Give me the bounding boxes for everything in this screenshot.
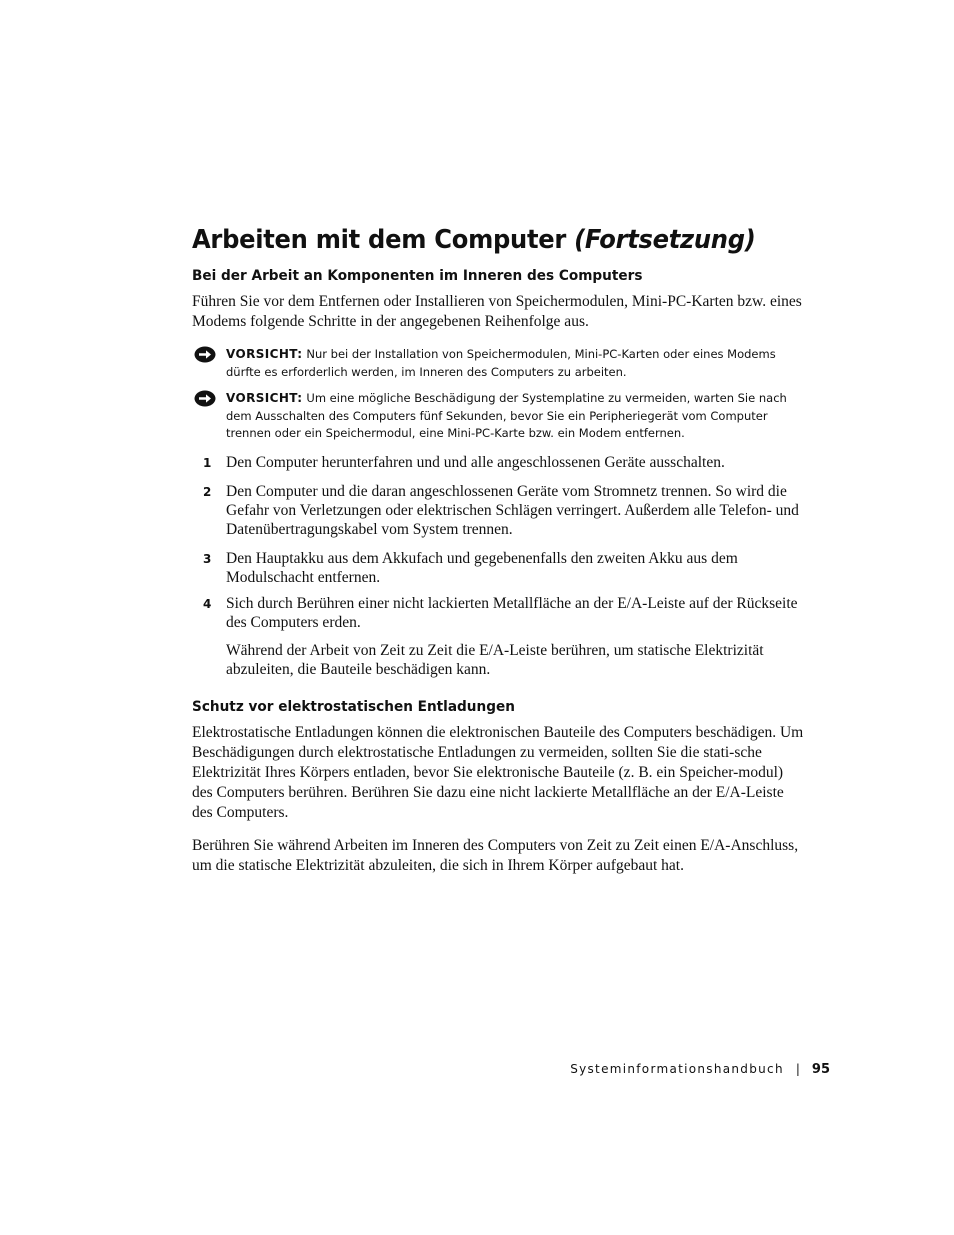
caution-arrow-icon — [194, 346, 216, 363]
caution-arrow-icon — [194, 390, 216, 407]
step-number: 1 — [203, 455, 212, 470]
page-title-continued: (Fortsetzung) — [574, 225, 756, 255]
section-heading-inside-computer: Bei der Arbeit an Komponenten im Inneren des Computers — [192, 268, 643, 284]
section-intro: Führen Sie vor dem Entfernen oder Installieren von Speichermodulen, Mini-PC-Karten bzw. eines Modems folgende Schritte in der angegebenen Reihenfolge aus. — [192, 293, 802, 330]
caution-label: VORSICHT: — [226, 391, 303, 405]
list-item — [192, 453, 804, 472]
step-text: Sich durch Berühren einer nicht lackierten Metallfläche an der E/A-Leiste auf der Rückseite des Computers erden. — [226, 594, 798, 631]
esd-paragraph: Elektrostatische Entladungen können die elektronischen Bauteile des Computers beschädigen. Um Beschädigungen durch elektrostatische Entladungen zu vermeiden, sollten Sie die stati-sche Elektrizität Ihres Körpers entladen, bevor Sie elektronische Bauteile (z. B. ein Speicher-modul) des Computers berühren. Berühren Sie dazu eine nicht lackierte Metallfläche an der E/A-Leiste des Computers. — [192, 723, 804, 821]
caution-text: Nur bei der Installation von Speichermodulen, Mini-PC-Karten oder eines Modems dürfte es erforderlich werden, im Inneren des Computers zu arbeiten. — [226, 347, 776, 379]
list-item — [192, 594, 804, 679]
steps-list — [192, 453, 804, 679]
page-title-main: Arbeiten mit dem Computer — [192, 225, 566, 255]
section-heading-esd: Schutz vor elektrostatischen Entladungen — [192, 698, 515, 715]
step-text: Den Computer und die daran angeschlossenen Geräte vom Stromnetz trennen. So wird die Gefahr von Verletzungen oder elektrischen Schlägen verringert. Außerdem alle Telefon- und Datenübertragungskabel vom System trennen. — [226, 482, 799, 538]
caution-text: Um eine mögliche Beschädigung der Systemplatine zu vermeiden, warten Sie nach dem Ausschalten des Computers fünf Sekunden, bevor Sie ein Peripheriegerät vom Computer trennen oder ein Speichermodul, eine Mini-PC-Karte bzw. ein Modem entfernen. — [226, 391, 787, 440]
page-number: 95 — [811, 1062, 830, 1077]
step-number: 4 — [203, 596, 212, 611]
step-text: Den Hauptakku aus dem Akkufach und gegebenenfalls den zweiten Akku aus dem Modulschacht entfernen. — [226, 549, 738, 586]
caution-label: VORSICHT: — [226, 347, 303, 361]
caution-notice — [192, 390, 804, 443]
page-footer — [570, 1062, 830, 1077]
step-number: 2 — [203, 484, 212, 499]
esd-paragraph: Berühren Sie während Arbeiten im Inneren des Computers von Zeit zu Zeit einen E/A-Anschluss, um die statische Elektrizität abzuleiten, die sich in Ihrem Körper aufgebaut hat. — [192, 836, 799, 874]
list-item — [192, 482, 804, 539]
footer-book-title: Systeminformationshandbuch — [570, 1062, 784, 1076]
page-title — [192, 222, 761, 258]
footer-separator: | — [795, 1062, 800, 1076]
caution-notice — [192, 346, 804, 381]
step-number: 3 — [203, 551, 212, 566]
step-note: Während der Arbeit von Zeit zu Zeit die E/A-Leiste berühren, um statische Elektrizität abzuleiten, die Bauteile beschädigen kann. — [226, 641, 764, 678]
page-content — [192, 222, 804, 876]
list-item — [192, 549, 804, 587]
step-text: Den Computer herunterfahren und und alle angeschlossenen Geräte ausschalten. — [226, 453, 725, 471]
